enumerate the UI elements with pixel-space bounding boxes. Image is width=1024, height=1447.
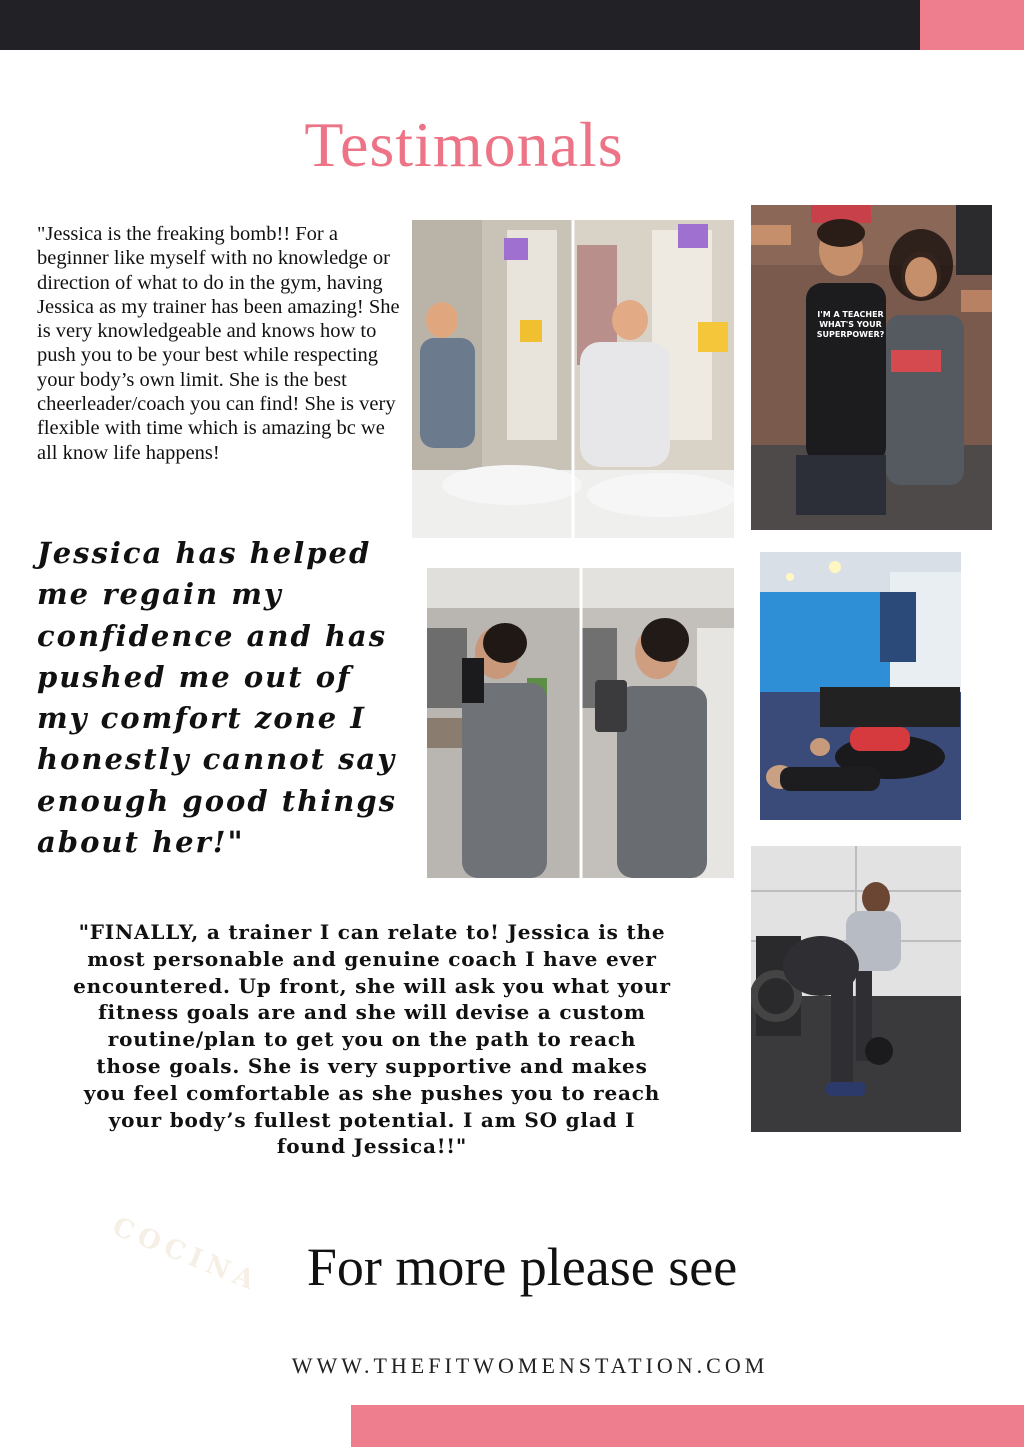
testimonial-quote-2: Jessica has helped me regain my confidence and has pushed me out of my comfort zone I honestly cannot say enough good things about her!" <box>37 536 397 860</box>
page-title: Testimonals <box>304 109 624 180</box>
trainer-with-client-photo <box>751 205 992 530</box>
website-url[interactable]: WWW.THEFITWOMENSTATION.COM <box>291 1353 769 1378</box>
progress-selfie-photo <box>427 568 734 878</box>
top-bar-accent <box>920 0 1024 50</box>
shirt-text: I'M A TEACHER WHAT'S YOUR SUPERPOWER? <box>816 310 885 339</box>
testimonial-quote-3: "FINALLY, a trainer I can relate to! Jessica is the most personable and genuine coach I have ever encountered. Up front, she will ask you what your fitness goals are and she will devise a custom routine/plan to get you on the path to reach those goals. She is very supportive and makes you feel comfortable as she pushes you to reach your body’s fullest potential. I am SO glad I found Jessica!!" <box>73 920 671 1159</box>
bottom-bar-accent <box>351 1405 1024 1447</box>
before-after-mirror-photo <box>412 220 734 538</box>
kettlebell-garage-photo <box>751 846 961 1132</box>
more-info-heading: For more please see <box>306 1237 738 1297</box>
testimonial-quote-1: "Jessica is the freaking bomb!! For a beginner like myself with no knowledge or direction of what to do in the gym, having Jessica as my trainer has been amazing! She is very knowledgeable and knows how to push you to be your best while respecting your body’s own limit. She is the best cheerleader/coach you can find! She is very flexible with time which is amazing bc we all know life happens! <box>37 223 400 464</box>
watermark-logo: COCINA <box>108 1211 265 1299</box>
top-bar-dark <box>0 0 920 50</box>
gym-floor-exercise-photo <box>760 552 961 820</box>
